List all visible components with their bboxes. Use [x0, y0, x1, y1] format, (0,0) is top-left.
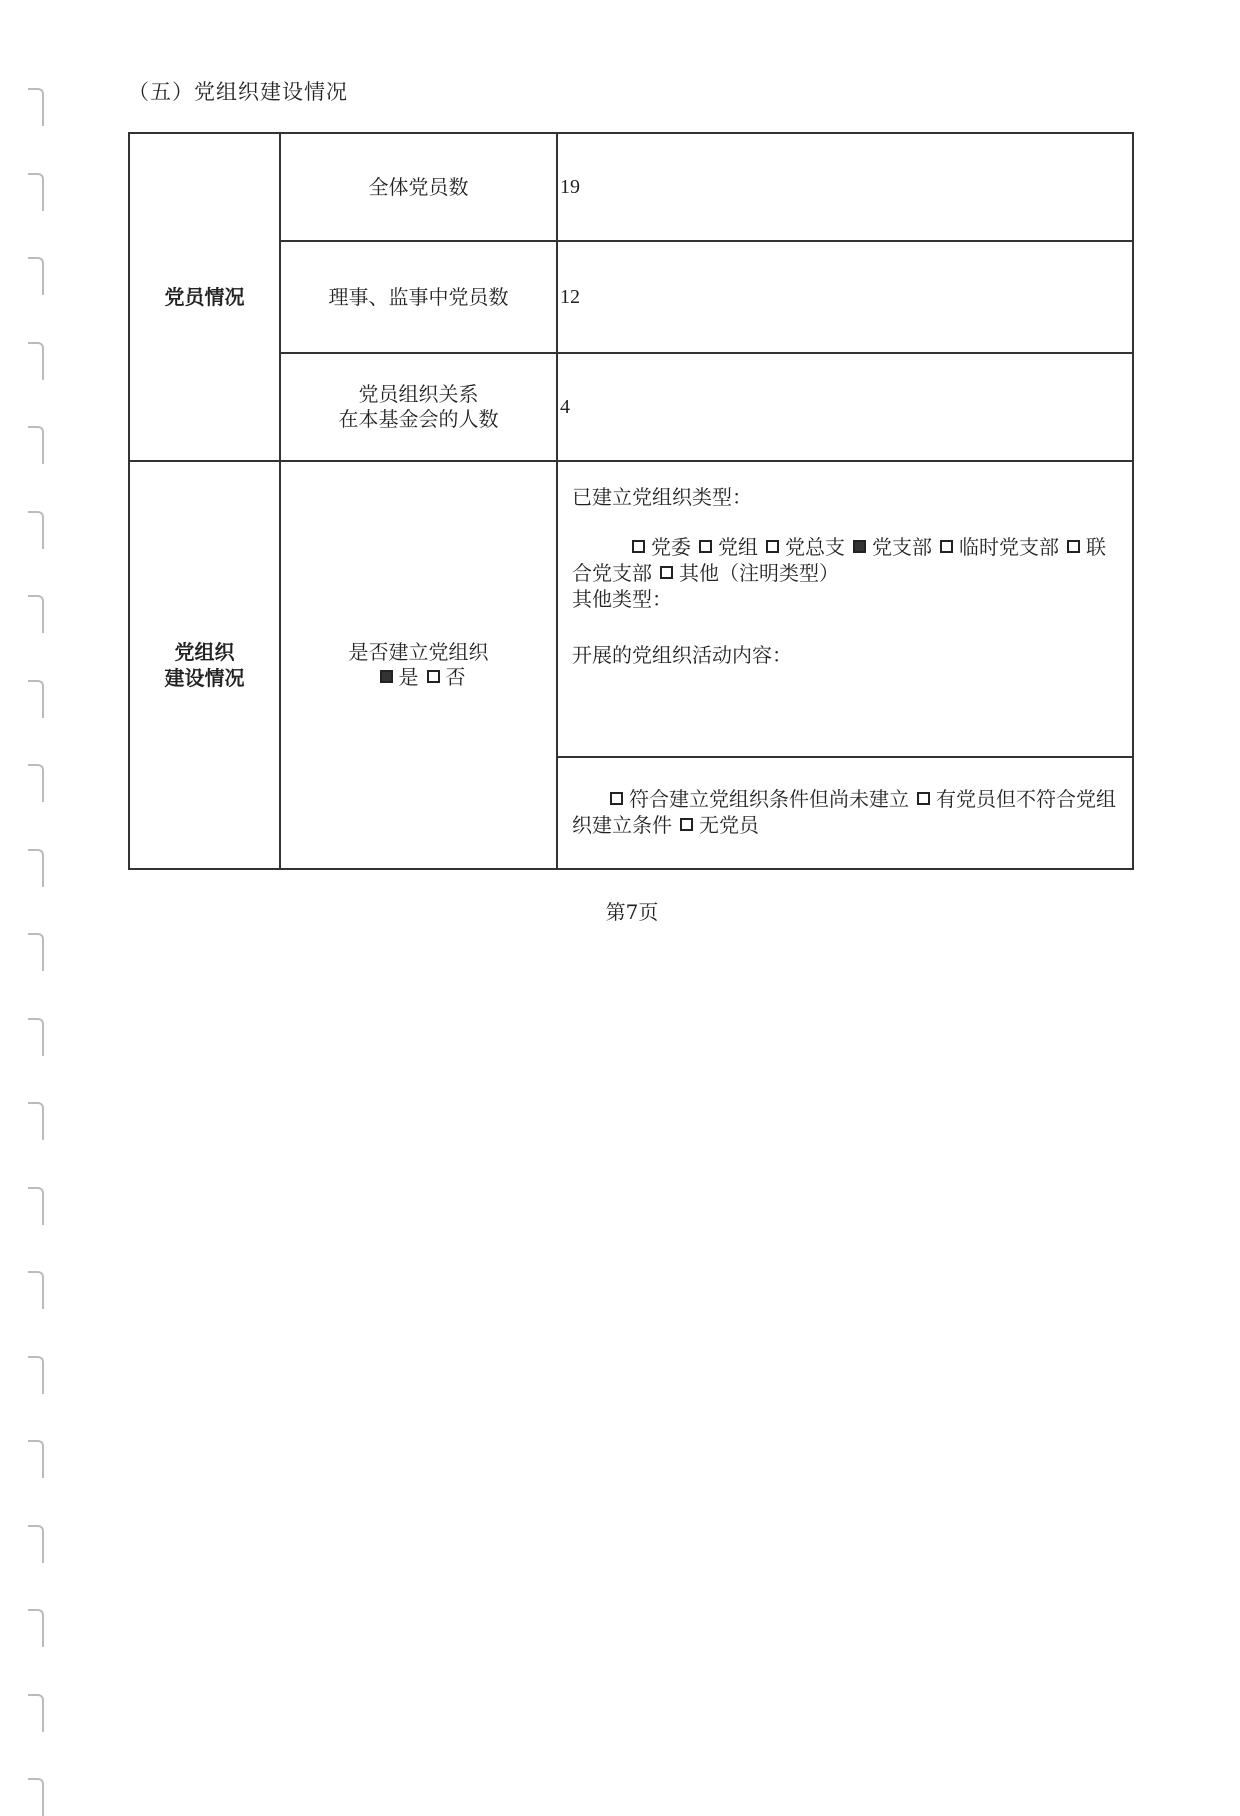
checkbox-icon[interactable] — [766, 540, 779, 553]
type-option-label: 临时党支部 — [959, 535, 1059, 559]
type-option-label: 党委 — [651, 535, 691, 559]
board-members-label: 理事、监事中党员数 — [328, 284, 509, 309]
condition-option-label: 有党员但不符合党组织建立条件 — [572, 787, 1116, 837]
members-category-cell — [129, 133, 280, 461]
binding-mark — [28, 680, 44, 718]
condition-option-label: 符合建立党组织条件但尚未建立 — [629, 787, 909, 811]
activity-label: 开展的党组织活动内容： — [572, 643, 792, 667]
conditions-cell — [557, 757, 1133, 869]
other-type-label: 其他类型： — [572, 587, 672, 611]
page-number: 第7页 — [605, 900, 659, 924]
checkbox-icon[interactable] — [427, 670, 440, 683]
type-option-label: 党组 — [718, 535, 758, 559]
party-organization-table — [128, 132, 1134, 870]
label-cell — [280, 133, 557, 241]
binding-mark — [28, 511, 44, 549]
value-cell — [557, 133, 1133, 241]
condition-option-label: 无党员 — [699, 813, 759, 837]
option-yes-label: 是 — [398, 665, 419, 689]
binding-mark — [28, 849, 44, 887]
total-members-value: 19 — [560, 175, 580, 198]
types-heading: 已建立党组织类型： — [572, 485, 752, 509]
binding-marks — [28, 0, 48, 1753]
binding-mark — [28, 764, 44, 802]
checkbox-icon[interactable] — [660, 566, 673, 579]
binding-mark — [28, 933, 44, 971]
type-options — [572, 534, 1118, 586]
value-cell — [557, 241, 1133, 353]
label-cell — [280, 353, 557, 461]
established-question: 是否建立党组织 — [348, 640, 489, 664]
org-types-cell — [557, 461, 1133, 757]
org-category-line2: 建设情况 — [164, 666, 245, 690]
binding-mark — [28, 88, 44, 126]
binding-mark — [28, 1525, 44, 1563]
binding-mark — [28, 1609, 44, 1647]
binding-mark — [28, 1271, 44, 1309]
board-members-value: 12 — [560, 285, 580, 308]
binding-mark — [28, 595, 44, 633]
org-category-cell — [129, 461, 280, 869]
established-options — [281, 665, 556, 690]
checkbox-icon[interactable] — [610, 792, 623, 805]
checkbox-icon[interactable] — [917, 792, 930, 805]
binding-mark — [28, 1102, 44, 1140]
checkbox-checked-icon[interactable] — [380, 670, 393, 683]
total-members-label: 全体党员数 — [368, 174, 469, 199]
section-title: （五）党组织建设情况 — [128, 80, 348, 104]
org-relation-label-line2: 在本基金会的人数 — [338, 407, 499, 431]
checkbox-checked-icon[interactable] — [853, 540, 866, 553]
type-option-label: 联合党支部 — [572, 535, 1106, 585]
org-relation-label-line1: 党员组织关系 — [358, 382, 479, 406]
type-option-label: 党总支 — [785, 535, 845, 559]
checkbox-icon[interactable] — [940, 540, 953, 553]
checkbox-icon[interactable] — [680, 818, 693, 831]
binding-mark — [28, 1694, 44, 1732]
binding-mark — [28, 426, 44, 464]
org-relation-value: 4 — [560, 395, 570, 418]
binding-mark — [28, 1356, 44, 1394]
binding-mark — [28, 173, 44, 211]
label-cell — [280, 241, 557, 353]
binding-mark — [28, 257, 44, 295]
binding-mark — [28, 1440, 44, 1478]
binding-mark — [28, 1018, 44, 1056]
established-cell — [280, 461, 557, 869]
checkbox-icon[interactable] — [1067, 540, 1080, 553]
table-row — [129, 133, 1133, 241]
checkbox-icon[interactable] — [632, 540, 645, 553]
org-category-line1: 党组织 — [174, 640, 235, 664]
option-no-label: 否 — [445, 665, 466, 689]
binding-mark — [28, 1778, 44, 1816]
binding-mark — [28, 342, 44, 380]
condition-options — [572, 786, 1118, 838]
table-row — [129, 461, 1133, 757]
type-option-label: 党支部 — [872, 535, 932, 559]
table-row — [129, 353, 1133, 461]
value-cell — [557, 353, 1133, 461]
checkbox-icon[interactable] — [699, 540, 712, 553]
table-row — [129, 241, 1133, 353]
binding-mark — [28, 1187, 44, 1225]
type-option-label: 其他（注明类型） — [679, 561, 839, 585]
members-category-label: 党员情况 — [164, 285, 245, 309]
